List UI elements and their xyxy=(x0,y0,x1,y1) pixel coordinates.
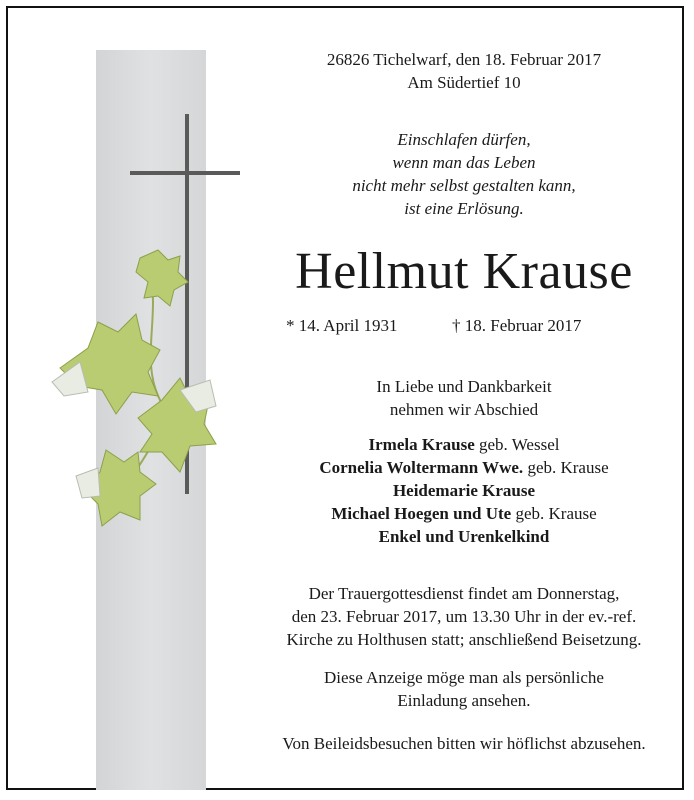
service-line: den 23. Februar 2017, um 13.30 Uhr in der ev.-ref. xyxy=(291,607,637,626)
mourner: Michael Hoegen und Ute geb. Krause xyxy=(331,504,597,523)
quote-block xyxy=(240,128,688,220)
farewell-line: In Liebe und Dankbarkeit xyxy=(376,377,552,396)
quote-line: wenn man das Leben xyxy=(392,153,536,172)
service-line: Der Trauergottesdienst findet am Donnerstag, xyxy=(308,584,620,603)
deceased-name: Hellmut Krause xyxy=(295,243,633,300)
invitation-line: Einladung ansehen. xyxy=(397,691,531,710)
mourner: Enkel und Urenkelkind xyxy=(378,527,550,546)
farewell-line: nehmen wir Abschied xyxy=(389,400,539,419)
service-line: Kirche zu Holthusen statt; anschließend Beisetzung. xyxy=(286,630,642,649)
mourner: Heidemarie Krause xyxy=(392,481,536,500)
death-date: † 18. Februar 2017 xyxy=(452,316,582,335)
mourner: Cornelia Woltermann Wwe. geb. Krause xyxy=(319,458,609,477)
header-block xyxy=(240,48,688,94)
farewell-block xyxy=(240,375,688,421)
invitation-note xyxy=(240,666,688,712)
address: Am Südertief 10 xyxy=(407,73,521,92)
service-info xyxy=(240,582,688,651)
cross-icon xyxy=(40,100,240,560)
ivy-leaves-decoration xyxy=(52,250,216,526)
mourner: Irmela Krause geb. Wessel xyxy=(368,435,560,454)
place-date: 26826 Tichelwarf, den 18. Februar 2017 xyxy=(326,50,602,69)
quote-line: ist eine Erlösung. xyxy=(404,199,524,218)
birth-date: * 14. April 1931 xyxy=(286,316,398,335)
mourners-list xyxy=(240,433,688,548)
invitation-line: Diese Anzeige möge man als persönliche xyxy=(324,668,604,687)
quote-line: Einschlafen dürfen, xyxy=(397,130,531,149)
closing-note: Von Beileidsbesuchen bitten wir höflichst abzusehen. xyxy=(282,734,646,753)
quote-line: nicht mehr selbst gestalten kann, xyxy=(352,176,576,195)
